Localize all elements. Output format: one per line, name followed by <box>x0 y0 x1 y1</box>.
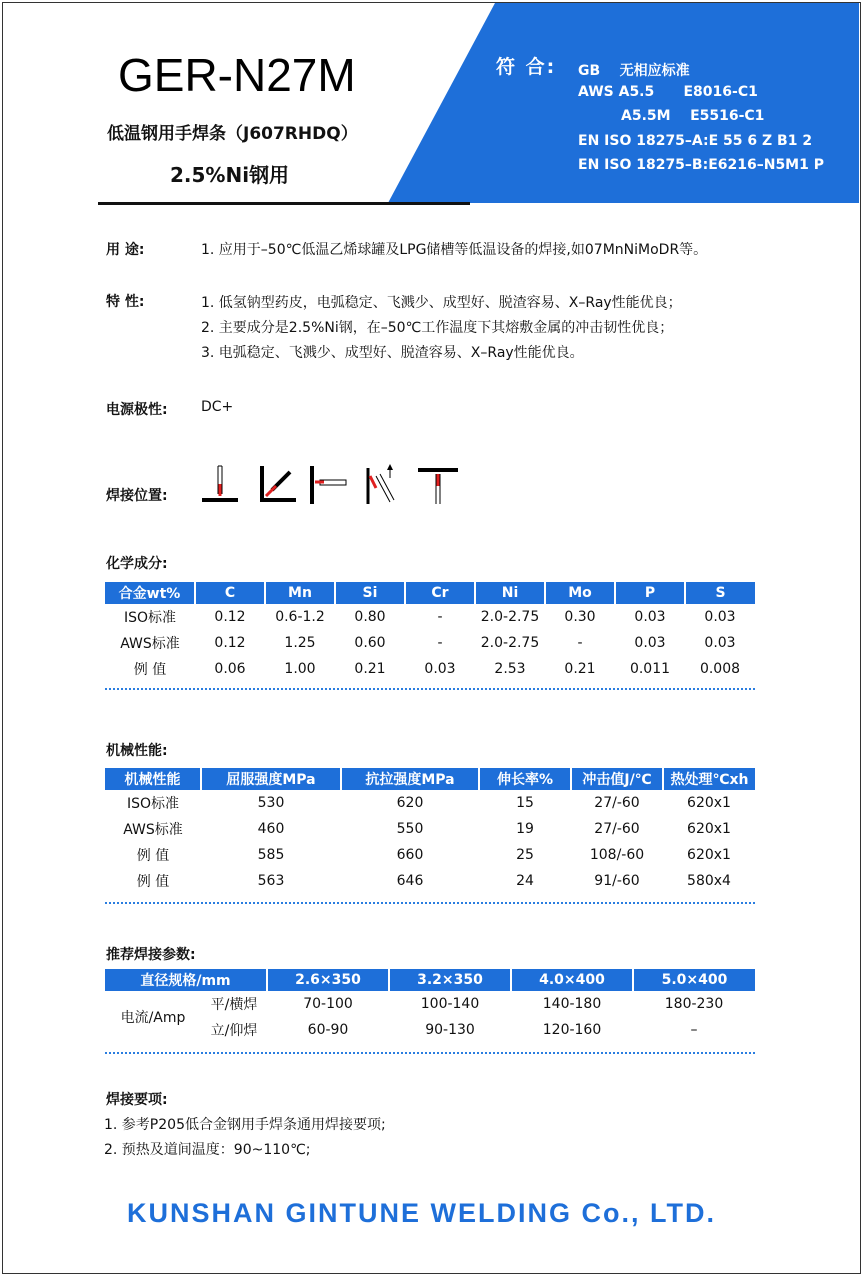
table-cell: ISO标准 <box>123 610 177 626</box>
table-row <box>105 816 755 842</box>
params-divider <box>105 1052 755 1054</box>
table-cell: 0.03 <box>634 609 666 625</box>
table-row <box>105 842 755 868</box>
table-cell: 15 <box>516 795 534 811</box>
params-title: 推荐焊接参数: <box>106 947 196 963</box>
table-cell: 70-100 <box>303 996 353 1012</box>
table-cell: 2.0-2.75 <box>480 635 540 651</box>
table-cell: 0.03 <box>634 635 666 651</box>
table-cell: 460 <box>257 821 285 837</box>
table-cell: AWS标准 <box>123 822 183 838</box>
table-cell: 例 值 <box>136 848 170 864</box>
features-label: 特 性: <box>106 294 145 310</box>
table-cell: 0.12 <box>214 635 246 651</box>
table-cell: 108/-60 <box>589 847 645 863</box>
mech-header: 机械性能 <box>105 768 201 790</box>
chem-title: 化学成分: <box>106 556 168 572</box>
mech-header: 伸长率% <box>479 768 571 790</box>
table-cell: - <box>577 635 583 651</box>
table-cell: 91/-60 <box>594 873 640 889</box>
table-cell: 1.00 <box>284 661 316 677</box>
table-cell: 0.21 <box>354 661 386 677</box>
chem-header: S <box>685 582 755 604</box>
table-cell: – <box>690 1022 698 1038</box>
overhead-position-icon <box>418 470 458 504</box>
table-cell: 19 <box>516 821 534 837</box>
table-cell: 0.03 <box>704 609 736 625</box>
table-cell: 24 <box>516 873 534 889</box>
standard-line: AWS A5.5 E8016-C1 <box>578 84 758 100</box>
table-cell: - <box>437 609 443 625</box>
params-header: 2.6×350 <box>267 969 389 991</box>
table-row <box>105 630 755 656</box>
table-cell: ISO标准 <box>126 796 180 812</box>
power-label: 电源极性: <box>106 402 168 418</box>
table-cell: 60-90 <box>307 1022 349 1038</box>
table-cell: 0.011 <box>629 661 671 677</box>
table-cell: 0.03 <box>704 635 736 651</box>
mech-header: 屈服强度MPa <box>201 768 341 790</box>
table-cell: 620 <box>396 795 424 811</box>
table-cell: 620x1 <box>687 821 731 837</box>
standard-line: EN ISO 18275–B:E6216–N5M1 P <box>578 157 824 173</box>
standard-line: GB 无相应标准 <box>578 63 690 79</box>
positions-label: 焊接位置: <box>106 488 168 504</box>
table-cell: 180-230 <box>664 996 724 1012</box>
table-cell: - <box>437 635 443 651</box>
mech-header-row <box>105 768 755 790</box>
feature-item: 3. 电弧稳定、飞溅少、成型好、脱渣容易、X–Ray性能优良。 <box>201 345 584 361</box>
table-row <box>105 656 755 682</box>
mech-divider <box>105 902 755 904</box>
table-cell: 0.03 <box>424 661 456 677</box>
table-cell: 550 <box>396 821 424 837</box>
company-name: KUNSHAN GINTUNE WELDING Co., LTD. <box>127 1198 716 1228</box>
table-cell: 25 <box>516 847 534 863</box>
product-subtitle-2: 2.5%Ni钢用 <box>170 163 290 187</box>
chem-header-row <box>105 582 755 604</box>
table-cell: 660 <box>396 847 424 863</box>
table-row <box>105 991 755 1017</box>
note-item: 2. 预热及道间温度：90~110℃; <box>104 1142 311 1158</box>
table-cell: 0.30 <box>564 609 596 625</box>
chem-header: Ni <box>475 582 545 604</box>
table-cell: 530 <box>257 795 285 811</box>
table-cell: 0.6-1.2 <box>275 609 325 625</box>
current-label: 电流/Amp <box>120 1010 186 1026</box>
chem-divider <box>105 688 755 690</box>
table-cell: 620x1 <box>687 847 731 863</box>
table-cell: 1.25 <box>284 635 316 651</box>
table-cell: 0.21 <box>564 661 596 677</box>
params-header: 3.2×350 <box>389 969 511 991</box>
standard-line: EN ISO 18275–A:E 55 6 Z B1 2 <box>578 133 813 149</box>
power-value: DC+ <box>201 399 234 415</box>
standards-label: 符 合: <box>496 56 557 78</box>
chem-table <box>105 582 755 682</box>
feature-item: 2. 主要成分是2.5%Ni钢，在–50℃工作温度下其熔敷金属的冲击韧性优良； <box>201 320 674 336</box>
mech-table <box>105 768 755 894</box>
table-cell: 90-130 <box>425 1022 475 1038</box>
product-subtitle: 低温钢用手焊条（J607RHDQ） <box>107 124 358 144</box>
table-cell: 例 值 <box>133 662 167 678</box>
table-cell: 2.53 <box>494 661 526 677</box>
mech-header: 冲击值J/℃ <box>571 768 663 790</box>
feature-item: 1. 低氢钠型药皮，电弧稳定、飞溅少、成型好、脱渣容易、X–Ray性能优良； <box>201 295 682 311</box>
horizontal-position-icon <box>312 466 346 504</box>
params-header-row <box>105 969 755 991</box>
notes-title: 焊接要项: <box>106 1092 168 1108</box>
table-cell: 100-140 <box>420 996 480 1012</box>
vertical-up-icon <box>368 464 394 504</box>
standard-line: A5.5M E5516-C1 <box>621 108 765 124</box>
params-header: 4.0×400 <box>511 969 633 991</box>
table-cell: 27/-60 <box>594 821 640 837</box>
chem-header: 合金wt% <box>105 582 195 604</box>
mech-header: 抗拉强度MPa <box>341 768 479 790</box>
table-cell: 585 <box>257 847 285 863</box>
chem-header: Mo <box>545 582 615 604</box>
table-cell: 620x1 <box>687 795 731 811</box>
table-cell: 0.06 <box>214 661 246 677</box>
note-item: 1. 参考P205低合金钢用手焊条通用焊接要项; <box>104 1117 386 1133</box>
table-cell: AWS标准 <box>120 636 180 652</box>
table-cell: 0.80 <box>354 609 386 625</box>
chem-header: Cr <box>405 582 475 604</box>
table-cell: 27/-60 <box>594 795 640 811</box>
table-row <box>105 868 755 894</box>
table-row <box>105 604 755 630</box>
table-cell: 0.008 <box>699 661 741 677</box>
table-cell: 0.12 <box>214 609 246 625</box>
params-header: 直径规格/mm <box>105 969 267 991</box>
table-cell: 120-160 <box>542 1022 602 1038</box>
table-cell: 580x4 <box>687 873 731 889</box>
table-cell: 例 值 <box>136 874 170 890</box>
position-label: 立/仰焊 <box>210 1023 258 1039</box>
usage-label: 用 途: <box>106 242 145 258</box>
chem-header: Mn <box>265 582 335 604</box>
table-cell: 140-180 <box>542 996 602 1012</box>
mech-header: 热处理℃xh <box>663 768 755 790</box>
mech-title: 机械性能: <box>106 743 168 759</box>
flat-position-icon <box>202 466 238 500</box>
table-cell: 646 <box>396 873 424 889</box>
table-cell: 563 <box>257 873 285 889</box>
params-table <box>105 969 755 1043</box>
chem-header: P <box>615 582 685 604</box>
welding-position-icons <box>196 462 466 506</box>
horizontal-fillet-icon <box>262 466 296 502</box>
title-divider <box>98 202 470 205</box>
params-header: 5.0×400 <box>633 969 755 991</box>
chem-header: Si <box>335 582 405 604</box>
chem-header: C <box>195 582 265 604</box>
usage-item: 1. 应用于–50℃低温乙烯球罐及LPG储槽等低温设备的焊接,如07MnNiMoDR等。 <box>201 242 708 258</box>
position-label: 平/横焊 <box>210 997 258 1013</box>
product-title: GER-N27M <box>118 49 356 101</box>
table-cell: 0.60 <box>354 635 386 651</box>
table-cell: 2.0-2.75 <box>480 609 540 625</box>
table-row <box>105 790 755 816</box>
table-row <box>105 1017 755 1043</box>
